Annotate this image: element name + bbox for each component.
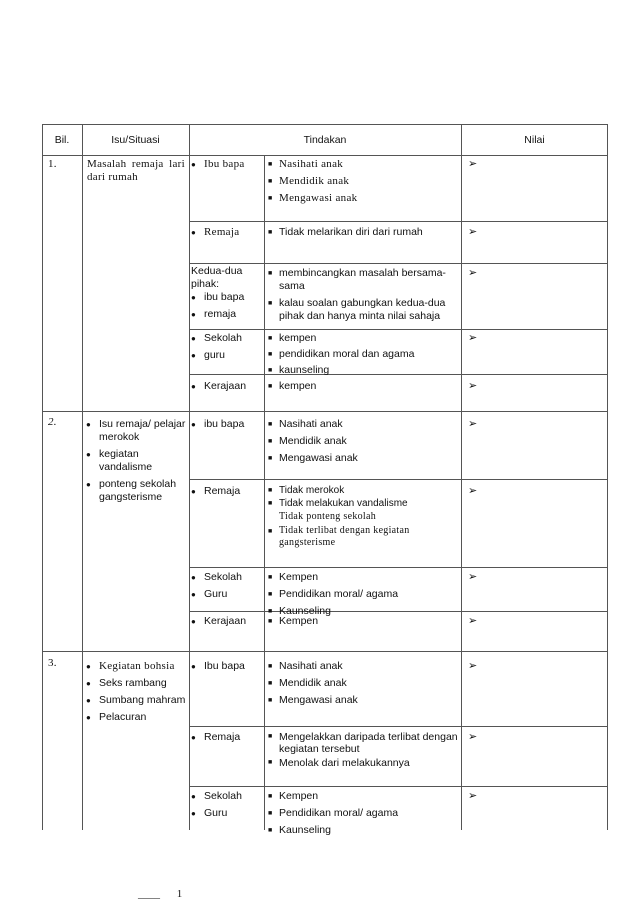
header-tindakan: Tindakan (303, 133, 347, 146)
issue-item: ● Sumbang mahram (86, 694, 186, 707)
section-number: 2. (48, 416, 57, 428)
header-isu: Isu/Situasi (111, 133, 160, 146)
action-item: ■ Mengawasi anak (268, 452, 458, 465)
arrow-bullet-icon: ➢ (468, 158, 478, 170)
action-item: ■ Pendidikan moral/ agama (268, 807, 458, 820)
action-item: ■ Kaunseling (268, 824, 458, 837)
column-line (82, 124, 83, 830)
who-item: ● remaja (191, 308, 263, 321)
who-item: ● Remaja (191, 731, 263, 744)
arrow-bullet-icon: ➢ (468, 615, 478, 627)
row-divider (189, 567, 608, 568)
arrow-bullet-icon: ➢ (468, 485, 478, 497)
action-item: ■ kaunseling (268, 364, 458, 377)
table-border-top (42, 124, 608, 125)
action-item: ■ Pendidikan moral/ agama (268, 588, 458, 601)
who-item: ● Sekolah (191, 571, 263, 584)
row-divider (189, 726, 608, 727)
action-item: ■ pendidikan moral dan agama (268, 348, 458, 361)
who-item: ● Remaja (191, 485, 263, 498)
row-divider (189, 263, 608, 264)
arrow-bullet-icon: ➢ (468, 731, 478, 743)
action-item: ■ kempen (268, 332, 458, 345)
action-item: ■ Nasihati anak (268, 660, 458, 673)
arrow-bullet-icon: ➢ (468, 660, 478, 672)
issue-item: ● Pelacuran (86, 711, 186, 724)
who-item: ● Sekolah (191, 332, 263, 345)
issue-item: ● kegiatan vandalisme (86, 448, 186, 474)
column-line (264, 155, 265, 830)
who-item: ● ibu bapa (191, 291, 263, 304)
arrow-bullet-icon: ➢ (468, 380, 478, 392)
arrow-bullet-icon: ➢ (468, 571, 478, 583)
who-item: ● Sekolah (191, 790, 263, 803)
issue-item: ● Seks rambang (86, 677, 186, 690)
who-item: ● Ibu bapa (191, 660, 263, 673)
section-divider (42, 651, 608, 652)
who-heading: Kedua-dua pihak: (191, 265, 243, 290)
issue-text: Masalah remaja lari dari rumah (87, 158, 185, 183)
action-note: Tidak ponteng sekolah (279, 511, 377, 522)
column-line (42, 124, 43, 830)
action-item: ■ Mengelakkan daripada terlibat dengan kegiatan tersebut (268, 731, 458, 755)
column-line (189, 124, 190, 830)
row-divider (189, 221, 608, 222)
action-item: ■ Nasihati anak (268, 158, 458, 171)
who-item: ● ibu bapa (191, 418, 263, 431)
header-divider (42, 155, 608, 156)
page-number: 1 (176, 888, 183, 900)
who-item: ● Guru (191, 588, 263, 601)
action-item: ■ Menolak dari melakukannya (268, 757, 458, 769)
action-item: ■ Tidak melarikan diri dari rumah (268, 226, 458, 239)
column-line (461, 124, 462, 830)
arrow-bullet-icon: ➢ (468, 332, 478, 344)
action-item: ■ Tidak melakukan vandalisme (268, 498, 458, 510)
action-item: ■ Mendidik anak (268, 435, 458, 448)
action-item: ■ Kaunseling (268, 605, 458, 618)
arrow-bullet-icon: ➢ (468, 790, 478, 802)
who-item: ● Remaja (191, 226, 263, 239)
issue-item: ● Kegiatan bohsia (86, 660, 186, 673)
action-item: ■ Kempen (268, 615, 458, 628)
section-number: 1. (48, 158, 57, 170)
action-item: ■ kalau soalan gabungkan kedua-dua pihak dan hanya minta nilai sahaja (268, 297, 458, 323)
header-nilai: Nilai (524, 133, 545, 146)
action-item: ■ Mengawasi anak (268, 192, 458, 205)
row-divider (189, 329, 608, 330)
action-item: ■ Mengawasi anak (268, 694, 458, 707)
action-item: ■ membincangkan masalah bersama-sama (268, 267, 458, 293)
page-footer (138, 888, 182, 900)
action-item: ■ Mendidik anak (268, 677, 458, 690)
action-item: ■ Tidak merokok (268, 485, 458, 497)
issue-item: ● ponteng sekolah gangsterisme (86, 478, 186, 504)
action-item: ■ kempen (268, 380, 458, 393)
footer-mark: ____ (138, 888, 160, 900)
issue-item: ● Isu remaja/ pelajar merokok (86, 418, 186, 444)
action-item: ■ Tidak terlibat dengan kegiatan gangsterisme (268, 525, 458, 549)
who-item: ● Guru (191, 807, 263, 820)
section-divider (42, 411, 608, 412)
header-bil: Bil. (54, 133, 70, 146)
action-item: ■ Mendidik anak (268, 175, 458, 188)
action-item: ■ Kempen (268, 571, 458, 584)
row-divider (189, 786, 608, 787)
row-divider (189, 479, 608, 480)
who-item: ● Kerajaan (191, 615, 263, 628)
arrow-bullet-icon: ➢ (468, 226, 478, 238)
who-item: ● guru (191, 349, 263, 362)
who-item: ● Kerajaan (191, 380, 263, 393)
column-line (607, 124, 608, 830)
who-item: ● Ibu bapa (191, 158, 263, 171)
arrow-bullet-icon: ➢ (468, 418, 478, 430)
section-number: 3. (48, 657, 57, 669)
action-item: ■ Kempen (268, 790, 458, 803)
action-item: ■ Nasihati anak (268, 418, 458, 431)
arrow-bullet-icon: ➢ (468, 267, 478, 279)
